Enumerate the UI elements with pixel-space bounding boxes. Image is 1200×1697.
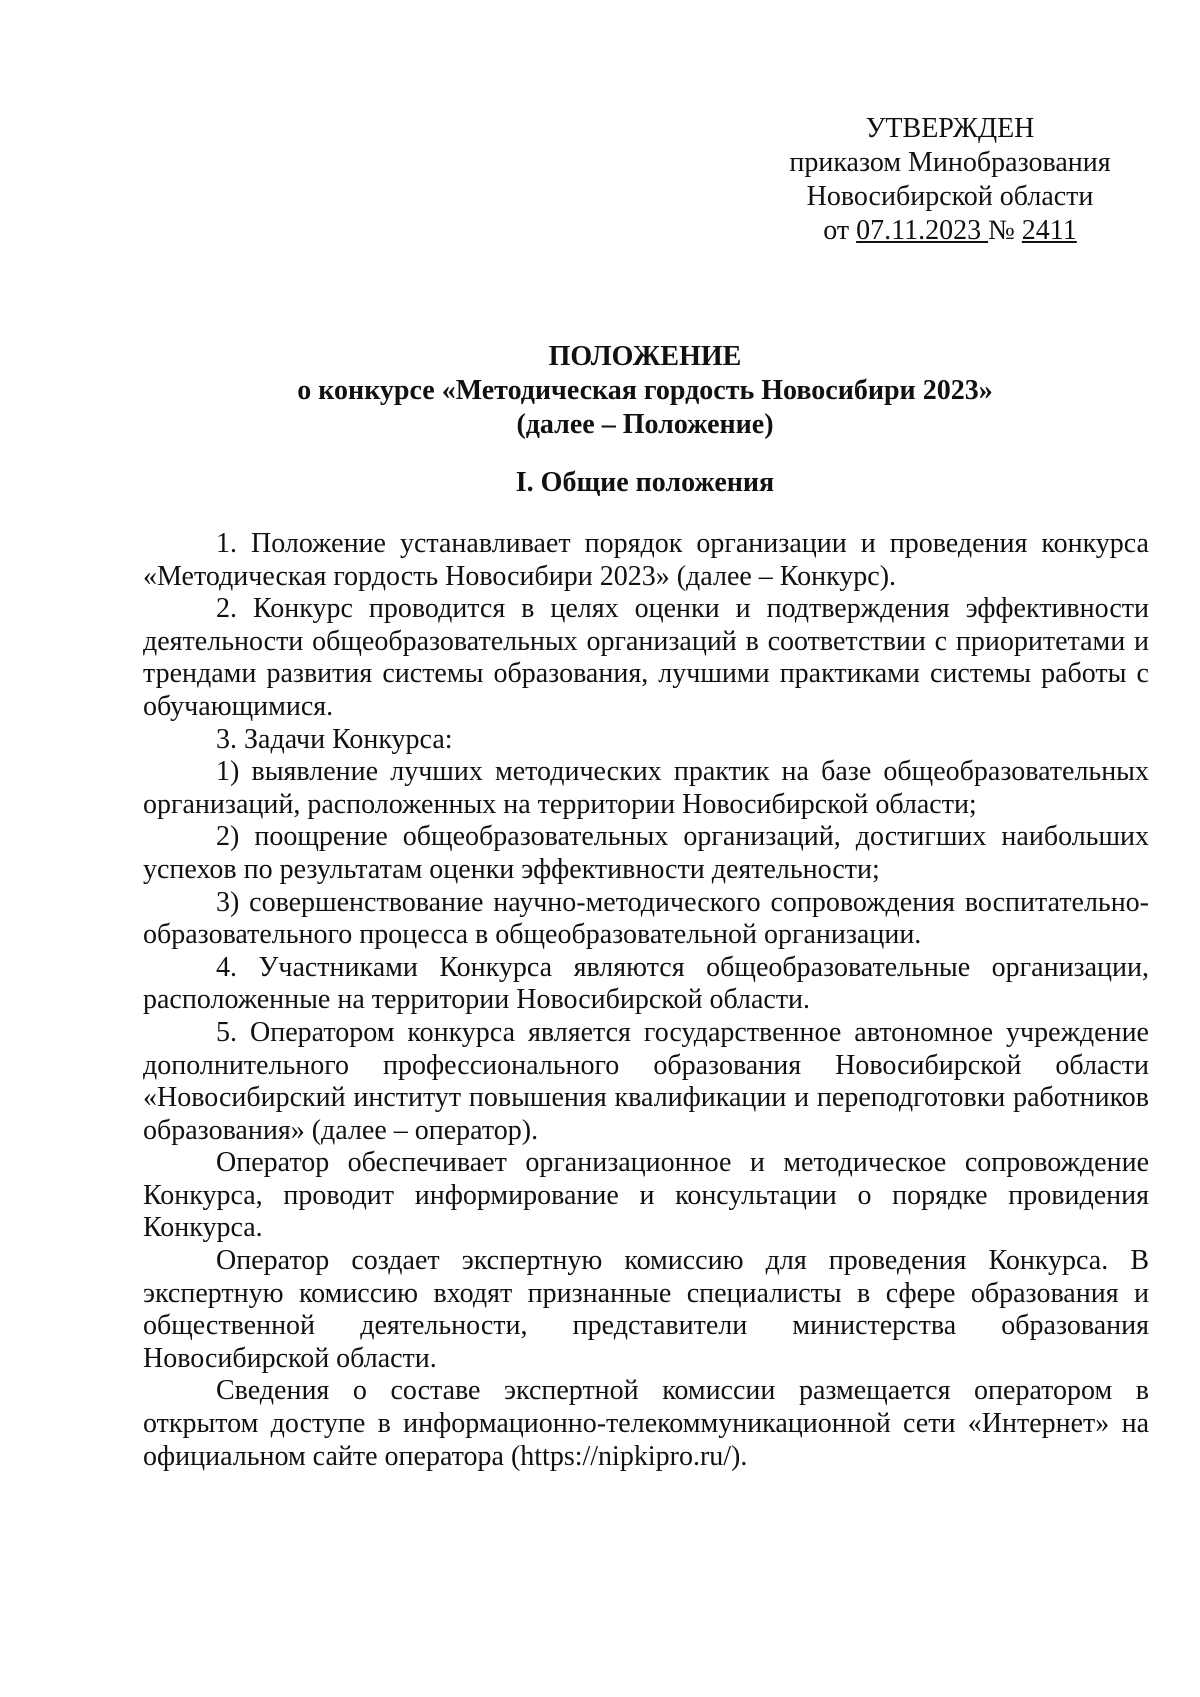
paragraph-3-1: 1) выявление лучших методических практик на базе общеобразовательных организаций, расположенных на территории Новосибирской области; (143, 756, 1149, 820)
paragraph-operator-support: Оператор обеспечивает организационное и методическое сопровождение Конкурса, проводит информирование и консультации о порядке провидения Конкурса. (143, 1147, 1149, 1244)
document-body (143, 528, 1149, 1473)
paragraph-commission-info: Сведения о составе экспертной комиссии размещается оператором в открытом доступе в информационно-телекоммуникационной сети «Интернет» на официальном сайте оператора (https://nipkipro.ru/). (143, 1375, 1149, 1472)
paragraph-3-3: 3) совершенствование научно-методического сопровождения воспитательно-образовательного процесса в общеобразовательной организации. (143, 886, 1149, 951)
approval-number-prefix: № (988, 215, 1022, 246)
paragraph-expert-commission: Оператор создает экспертную комиссию для проведения Конкурса. В экспертную комиссию входят признанные специалисты в сфере образования и общественной деятельности, представители министерства образования Новосибирской области. (143, 1245, 1149, 1374)
section-heading: I. Общие положения (515, 467, 775, 498)
approval-date-line (760, 214, 1140, 248)
approval-number: 2411 (1021, 215, 1077, 246)
paragraph-1: 1. Положение устанавливает порядок организации и проведения конкурса «Методическая гордость Новосибири 2023» (далее – Конкурс). (143, 528, 1149, 592)
document-title (140, 340, 1150, 442)
document-title-alias: (далее – Положение) (516, 409, 774, 440)
document-title-main: ПОЛОЖЕНИЕ (548, 341, 742, 372)
approval-stamp (760, 112, 1140, 248)
approval-date-prefix: от (823, 215, 857, 246)
approval-order-line: приказом Минобразования (789, 147, 1111, 178)
paragraph-5: 5. Оператором конкурса является государственное автономное учреждение дополнительного профессионального образования Новосибирской области «Новосибирский институт повышения квалификации и переподготовки работников образования» (далее – оператор). (143, 1016, 1149, 1146)
approval-heading: УТВЕРЖДЕН (865, 113, 1035, 144)
approval-region-line: Новосибирской области (806, 181, 1094, 212)
paragraph-3-2: 2) поощрение общеобразовательных организаций, достигших наибольших успехов по результатам оценки эффективности деятельности; (143, 821, 1149, 885)
paragraph-3: 3. Задачи Конкурса: (216, 723, 453, 755)
paragraph-2: 2. Конкурс проводится в целях оценки и подтверждения эффективности деятельности общеобразовательных организаций в соответствии с приоритетами и трендами развития системы образования, лучшими практиками системы работы с обучающимися. (143, 593, 1149, 722)
paragraph-4: 4. Участниками Конкурса являются общеобразовательные организации, расположенные на территории Новосибирской области. (143, 951, 1149, 1016)
approval-date: 07.11.2023 (856, 215, 989, 246)
document-title-subject: о конкурсе «Методическая гордость Новосибири 2023» (297, 375, 993, 406)
